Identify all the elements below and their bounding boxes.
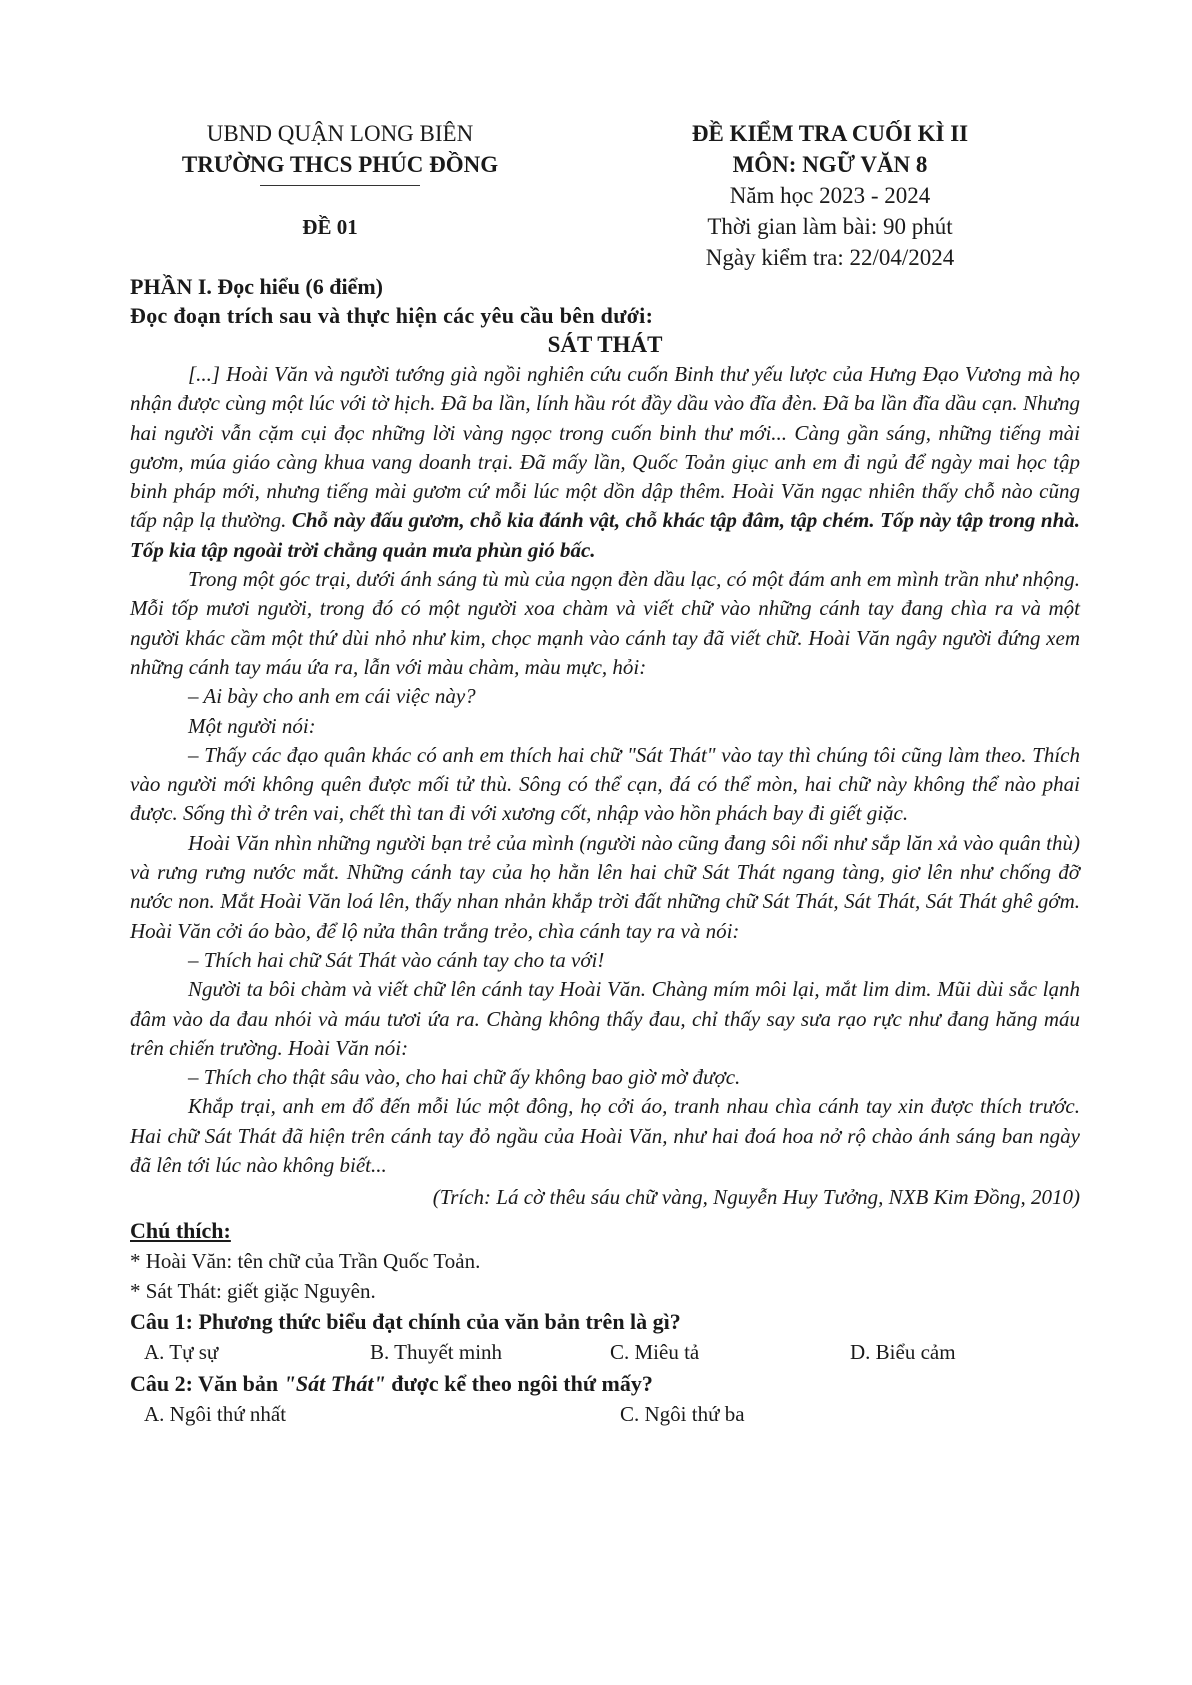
paragraph: Trong một góc trại, dưới ánh sáng tù mù của ngọn đèn dầu lạc, có một đám anh em mình trần như nhộng. Mỗi tốp mươi người, trong đó có một người xoa chàm và viết chữ vào những cánh tay đang chìa ra và một người khác cầm một thứ dùi nhỏ như kim, chọc mạnh vào cánh tay đã viết chữ. Hoài Văn ngây người đứng xem những cánh tay máu ứa ra, lẫn với màu chàm, màu mực, hỏi: <box>130 567 1080 679</box>
part-title: PHẦN I. Đọc hiểu (6 điểm) <box>130 274 383 299</box>
question-2 <box>130 1368 1080 1399</box>
dialogue: – Thích cho thật sâu vào, cho hai chữ ấy không bao giờ mờ được. <box>188 1065 741 1090</box>
dialogue: – Thích hai chữ Sát Thát vào cánh tay cho ta với! <box>188 947 605 972</box>
paragraph-text: [...] Hoài Văn và người tướng già ngồi nghiên cứu cuốn Binh thư yếu lược của Hưng Đạo Vương mà họ nhận được cùng một lúc với tờ hịch. Đã ba lần, lính hầu rót đầy dầu vào đĩa đèn. Đã ba lần đĩa dầu cạn. Nhưng hai người vẫn cặm cụi đọc những lời vàng ngọc trong cuốn binh thư mới... Càng gần sáng, những tiếng mài gươm, múa giáo càng khua vang doanh trại. Đã mấy lần, Quốc Toản giục anh em đi ngủ để ngày mai học tập binh pháp mới, nhưng tiếng mài gươm cứ mỗi lúc một dồn dập thêm. Hoài Văn ngạc nhiên thấy chỗ nào cũng tấp nập lạ thường. <box>130 362 1080 533</box>
passage <box>130 360 1080 1180</box>
header-left <box>140 118 540 186</box>
question-1: Câu 1: Phương thức biểu đạt chính của văn bản trên là gì? <box>130 1309 681 1335</box>
note-item: * Sát Thát: giết giặc Nguyên. <box>130 1279 376 1304</box>
school-year: Năm học 2023 - 2024 <box>729 183 931 208</box>
school-name: TRƯỜNG THCS PHÚC ĐỒNG <box>181 152 499 177</box>
story-title: SÁT THÁT <box>547 332 663 357</box>
duration: Thời gian làm bài: 90 phút <box>707 214 953 239</box>
option-a: A. Tự sự <box>144 1340 219 1365</box>
exam-code: ĐỀ 01 <box>302 215 358 239</box>
header-right <box>640 118 1020 273</box>
question-2-title: "Sát Thát" <box>283 1371 386 1397</box>
option-c: C. Miêu tả <box>610 1340 700 1365</box>
paragraph: Khắp trại, anh em đổ đến mỗi lúc một đông, họ cởi áo, tranh nhau chìa cánh tay xin được thích trước. Hai chữ Sát Thát đã hiện trên cánh tay đỏ ngầu của Hoài Văn, như hai đoá hoa nở rộ chào ánh sáng ban ngày đã lên tới lúc nào không biết... <box>130 1094 1080 1178</box>
question-2-suffix: được kể theo ngôi thứ mấy? <box>385 1371 653 1397</box>
subject: MÔN: NGỮ VĂN 8 <box>732 152 928 177</box>
dialogue: – Thấy các đạo quân khác có anh em thích hai chữ "Sát Thát" vào tay thì chúng tôi cũng làm theo. Thích vào người mới không quên được mối tử thù. Sông có thể cạn, đá có thể mòn, hai chữ này không thể nào phai được. Sống thì ở trên vai, chết thì tan đi với xương cốt, nhập vào hồn phách bay đi giết giặc. <box>130 742 1080 826</box>
exam-title: ĐỀ KIỂM TRA CUỐI KÌ II <box>691 121 969 146</box>
paragraph: Một người nói: <box>188 713 316 738</box>
note-item: * Hoài Văn: tên chữ của Trần Quốc Toản. <box>130 1249 481 1274</box>
district-name: UBND QUẬN LONG BIÊN <box>206 121 474 146</box>
exam-date: Ngày kiểm tra: 22/04/2024 <box>705 245 955 270</box>
header-divider <box>260 185 420 186</box>
option-a: A. Ngôi thứ nhất <box>144 1402 287 1427</box>
exam-body <box>130 272 1080 1430</box>
question-1-options <box>130 1337 1080 1368</box>
option-b: B. Thuyết minh <box>370 1340 503 1365</box>
question-2-prefix: Câu 2: Văn bản <box>130 1371 284 1397</box>
paragraph: Người ta bôi chàm và viết chữ lên cánh tay Hoài Văn. Chàng mím môi lại, mắt lim dim. Mũi dùi sắc lạnh đâm vào da đau nhói và máu tươi ứa ra. Chàng không thấy đau, chỉ thấy say sưa rạo rực như đang hăng máu trên chiến trường. Hoài Văn nói: <box>130 977 1080 1060</box>
paragraph: Hoài Văn nhìn những người bạn trẻ của mình (người nào cũng đang sôi nổi như sắp lăn xả vào quân thù) và rưng rưng nước mắt. Những cánh tay của họ hằn lên hai chữ Sát Thát ngang tàng, giơ lên như chống đỡ nước non. Mắt Hoài Văn loá lên, thấy nhan nhản khắp trời đất những chữ Sát Thát, Sát Thát, Sát Thát ghê gớm. Hoài Văn cởi áo bào, để lộ nửa thân trắng trẻo, chìa cánh tay ra và nói: <box>130 830 1080 943</box>
paragraph <box>130 360 1080 565</box>
instruction: Đọc đoạn trích sau và thực hiện các yêu cầu bên dưới: <box>130 303 654 328</box>
question-2-options <box>130 1399 1080 1430</box>
option-c: C. Ngôi thứ ba <box>620 1402 745 1427</box>
notes-title: Chú thích: <box>130 1218 231 1244</box>
source-citation: (Trích: Lá cờ thêu sáu chữ vàng, Nguyễn Huy Tưởng, NXB Kim Đồng, 2010) <box>432 1185 1080 1210</box>
option-d: D. Biểu cảm <box>850 1340 956 1365</box>
bold-paragraph-text: Chỗ này đấu gươm, chỗ kia đánh vật, chỗ khác tập đâm, tập chém. Tốp này tập trong nhà. Tốp kia tập ngoài trời chẳng quản mưa phùn gió bấc. <box>130 508 1080 562</box>
dialogue: – Ai bày cho anh em cái việc này? <box>188 684 476 709</box>
